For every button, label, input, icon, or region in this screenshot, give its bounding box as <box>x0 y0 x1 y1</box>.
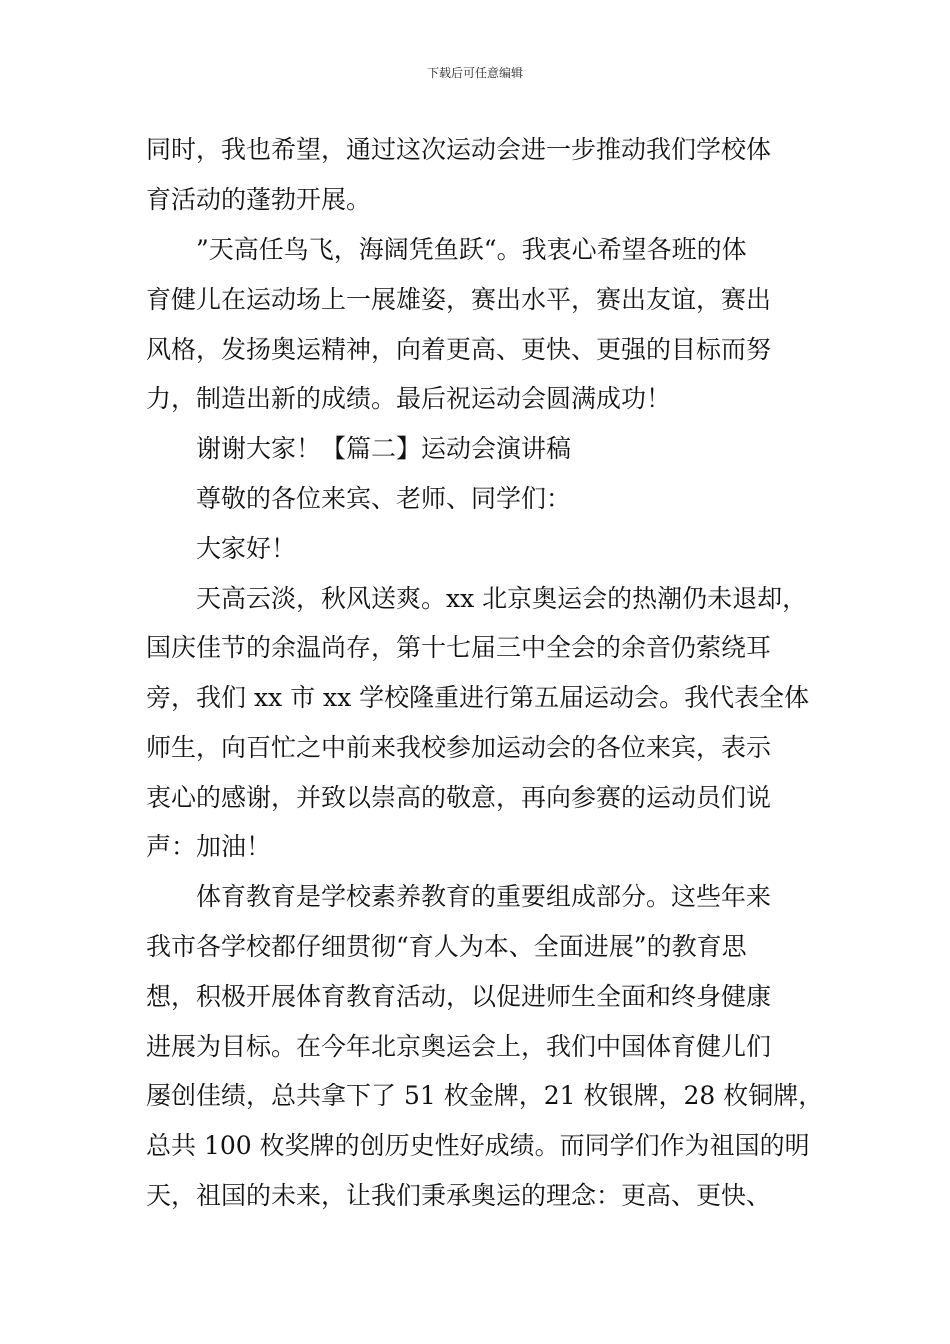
text-line: 屡创佳绩，总共拿下了 51 枚金牌，21 枚银牌，28 枚铜牌， <box>146 1081 824 1110</box>
text-line: 育健儿在运动场上一展雄姿，赛出水平，赛出友谊，赛出 <box>146 285 772 314</box>
text-line: 风格，发扬奥运精神，向着更高、更快、更强的目标而努 <box>146 335 772 364</box>
text-line: 进展为目标。在今年北京奥运会上，我们中国体育健儿们 <box>146 1032 772 1061</box>
text-line: 天高云淡，秋风送爽。xx 北京奥运会的热潮仍未退却， <box>196 584 808 613</box>
text-line: 想，积极开展体育教育活动，以促进师生全面和终身健康 <box>146 982 772 1011</box>
text-line: 谢谢大家！【篇二】运动会演讲稿 <box>196 434 572 463</box>
text-line: 旁，我们 xx 市 xx 学校隆重进行第五届运动会。我代表全体 <box>146 683 810 712</box>
text-line: 同时，我也希望，通过这次运动会进一步推动我们学校体 <box>146 135 772 164</box>
text-line: 天，祖国的未来，让我们秉承奥运的理念：更高、更快、 <box>146 1181 772 1210</box>
text-line: 国庆佳节的余温尚存，第十七届三中全会的余音仍萦绕耳 <box>146 633 772 662</box>
text-line: 师生，向百忙之中前来我校参加运动会的各位来宾，表示 <box>146 733 772 762</box>
text-line: 总共 100 枚奖牌的创历史性好成绩。而同学们作为祖国的明 <box>146 1131 810 1160</box>
text-line: 衷心的感谢，并致以崇高的敬意，再向参赛的运动员们说 <box>146 783 772 812</box>
text-line: 育活动的蓬勃开展。 <box>146 185 372 214</box>
page-header-note: 下载后可任意编辑 <box>426 66 523 80</box>
text-line: 体育教育是学校素养教育的重要组成部分。这些年来 <box>196 882 772 911</box>
text-line: 声：加油！ <box>146 832 272 861</box>
text-line: 大家好！ <box>196 534 297 563</box>
text-line: 尊敬的各位来宾、老师、同学们： <box>196 484 572 513</box>
text-line: 力，制造出新的成绩。最后祝运动会圆满成功！ <box>146 384 672 413</box>
text-line: ”天高任鸟飞，海阔凭鱼跃“。我衷心希望各班的体 <box>196 235 747 264</box>
text-line: 我市各学校都仔细贯彻“育人为本、全面进展”的教育思 <box>146 932 747 961</box>
